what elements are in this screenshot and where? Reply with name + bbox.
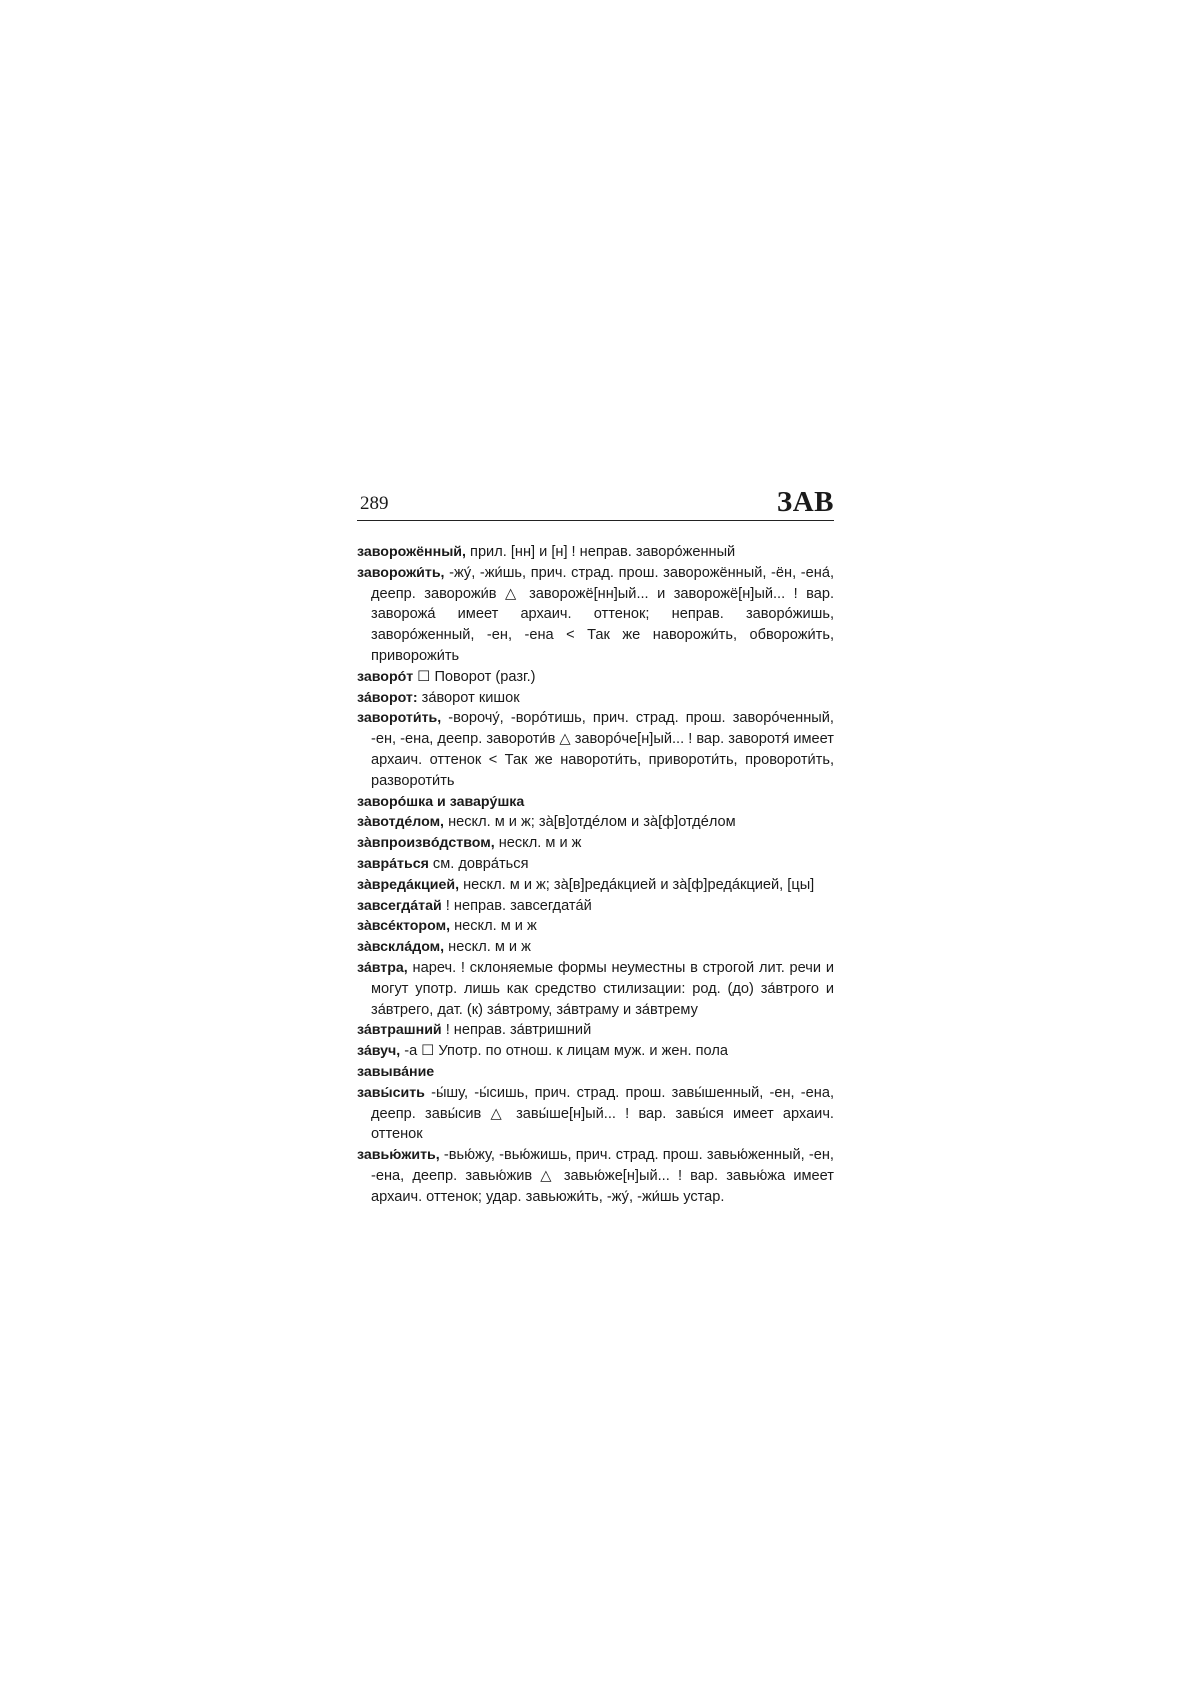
entry-headword: за̀вскла́дом, bbox=[357, 939, 445, 956]
dictionary-entry bbox=[357, 667, 834, 688]
entry-body: -ворочу́, -ворóтишь, прич. страд. прош. заворóченный, -ен, -ена, деепр. завороти́в △ заворóче[н]ый... ! вар. заворотя́ имеет архаич. оттенок < Так же навороти́ть, привороти́ть, провороти́ть, развороти́ть bbox=[371, 710, 834, 789]
entry-body: нескл. м и ж; за̀[в]отдéлом и за̀[ф]отдéлом bbox=[444, 814, 736, 831]
entry-body: -жу́, -жи́шь, прич. страд. прош. заворожённый, -ён, -ена́, деепр. заворожи́в △ заворожё[нн]ый... и заворожё[н]ый... ! вар. заворожа́ имеет архаич. оттенок; неправ. заворóжишь, заворóженный, -ен, -ена < Так же наворожи́ть, обворожи́ть, приворожи́ть bbox=[371, 564, 834, 664]
dictionary-entry bbox=[357, 937, 834, 958]
entry-body: -вью́жу, -вью́жишь, прич. страд. прош. завью́женный, -ен, -ена, деепр. завью́жив △ завью́же[н]ый... ! вар. завью́жа имеет архаич. оттенок; удар. завьюжи́ть, -жу́, -жи́шь устар. bbox=[371, 1147, 834, 1205]
dictionary-entry bbox=[357, 875, 834, 896]
dictionary-entry bbox=[357, 688, 834, 709]
entry-body: см. довра́ться bbox=[428, 855, 529, 872]
dictionary-entry bbox=[357, 1083, 834, 1145]
entry-body: ☐ Поворот (разг.) bbox=[413, 668, 536, 685]
running-head: ЗАВ bbox=[776, 486, 834, 518]
dictionary-entry bbox=[357, 812, 834, 833]
dictionary-entry bbox=[357, 916, 834, 937]
entry-body: -ы́шу, -ы́сишь, прич. страд. прош. завы́шенный, -ен, -ена, деепр. завы́сив △ завы́ше[н]ый... ! вар. завы́ся имеет архаич. оттенок bbox=[371, 1084, 834, 1143]
entry-list bbox=[357, 542, 834, 1208]
entry-body: -а ☐ Употр. по отнош. к лицам муж. и жен. пола bbox=[400, 1043, 728, 1060]
page-header bbox=[357, 486, 834, 520]
entry-headword: за́ворот: bbox=[357, 689, 418, 706]
entry-body: за́ворот кишок bbox=[417, 689, 520, 706]
entry-body: ! неправ. за́втришний bbox=[441, 1022, 592, 1039]
entry-headword: завыва́ние bbox=[357, 1063, 435, 1080]
dictionary-entry bbox=[357, 792, 834, 813]
entry-body: прил. [нн] и [н] ! неправ. заворóженный bbox=[465, 544, 736, 560]
entry-body: ! неправ. завсегдатáй bbox=[441, 897, 592, 914]
entry-body: нескл. м и ж bbox=[450, 918, 537, 935]
entry-headword: заворóт bbox=[357, 668, 414, 685]
entry-headword: за́вуч, bbox=[357, 1043, 401, 1060]
entry-headword: завороти́ть, bbox=[357, 710, 442, 727]
dictionary-entry bbox=[357, 563, 834, 667]
entry-headword: заворожённый, bbox=[357, 544, 466, 560]
dictionary-entry bbox=[357, 896, 834, 917]
dictionary-entry bbox=[357, 1041, 834, 1062]
entry-headword: завы́сить bbox=[357, 1084, 425, 1101]
entry-headword: за̀вредáкцией, bbox=[357, 876, 460, 893]
page-number: 289 bbox=[360, 493, 389, 514]
entry-headword: завью́жить, bbox=[357, 1147, 440, 1164]
entry-headword: заворожи́ть, bbox=[357, 564, 445, 581]
dictionary-entry bbox=[357, 833, 834, 854]
dictionary-page bbox=[357, 486, 834, 1208]
entry-body: нескл. м и ж bbox=[444, 939, 531, 956]
dictionary-entry bbox=[357, 958, 834, 1020]
entry-headword: за̀всéктором, bbox=[357, 918, 451, 935]
entry-body: нареч. ! склоняемые формы неуместны в строгой лит. речи и могут употр. лишь как средство стилизации: род. (до) за́втрого и за́втрего, дат. (к) за́втрому, за́втраму и за́втрему bbox=[371, 959, 834, 1018]
dictionary-entry bbox=[357, 1145, 834, 1207]
entry-headword: заворóшка и заварýшка bbox=[357, 793, 525, 810]
entry-headword: за́втра, bbox=[357, 959, 408, 976]
dictionary-entry bbox=[357, 1062, 834, 1083]
dictionary-entry bbox=[357, 542, 834, 563]
entry-headword: завра́ться bbox=[357, 855, 429, 872]
dictionary-entry bbox=[357, 708, 834, 791]
entry-body: нескл. м и ж; за̀[в]редáкцией и за̀[ф]редáкцией, [цы] bbox=[459, 876, 815, 893]
entry-headword: за̀впроизвóдством, bbox=[357, 835, 495, 852]
entry-headword: за̀вотдéлом, bbox=[357, 814, 445, 831]
header-rule bbox=[357, 520, 834, 521]
entry-body: нескл. м и ж bbox=[494, 835, 582, 852]
dictionary-entry bbox=[357, 854, 834, 875]
dictionary-entry bbox=[357, 1020, 834, 1041]
entry-headword: за́втрашний bbox=[357, 1022, 442, 1039]
entry-headword: завсегдáтай bbox=[357, 897, 442, 914]
